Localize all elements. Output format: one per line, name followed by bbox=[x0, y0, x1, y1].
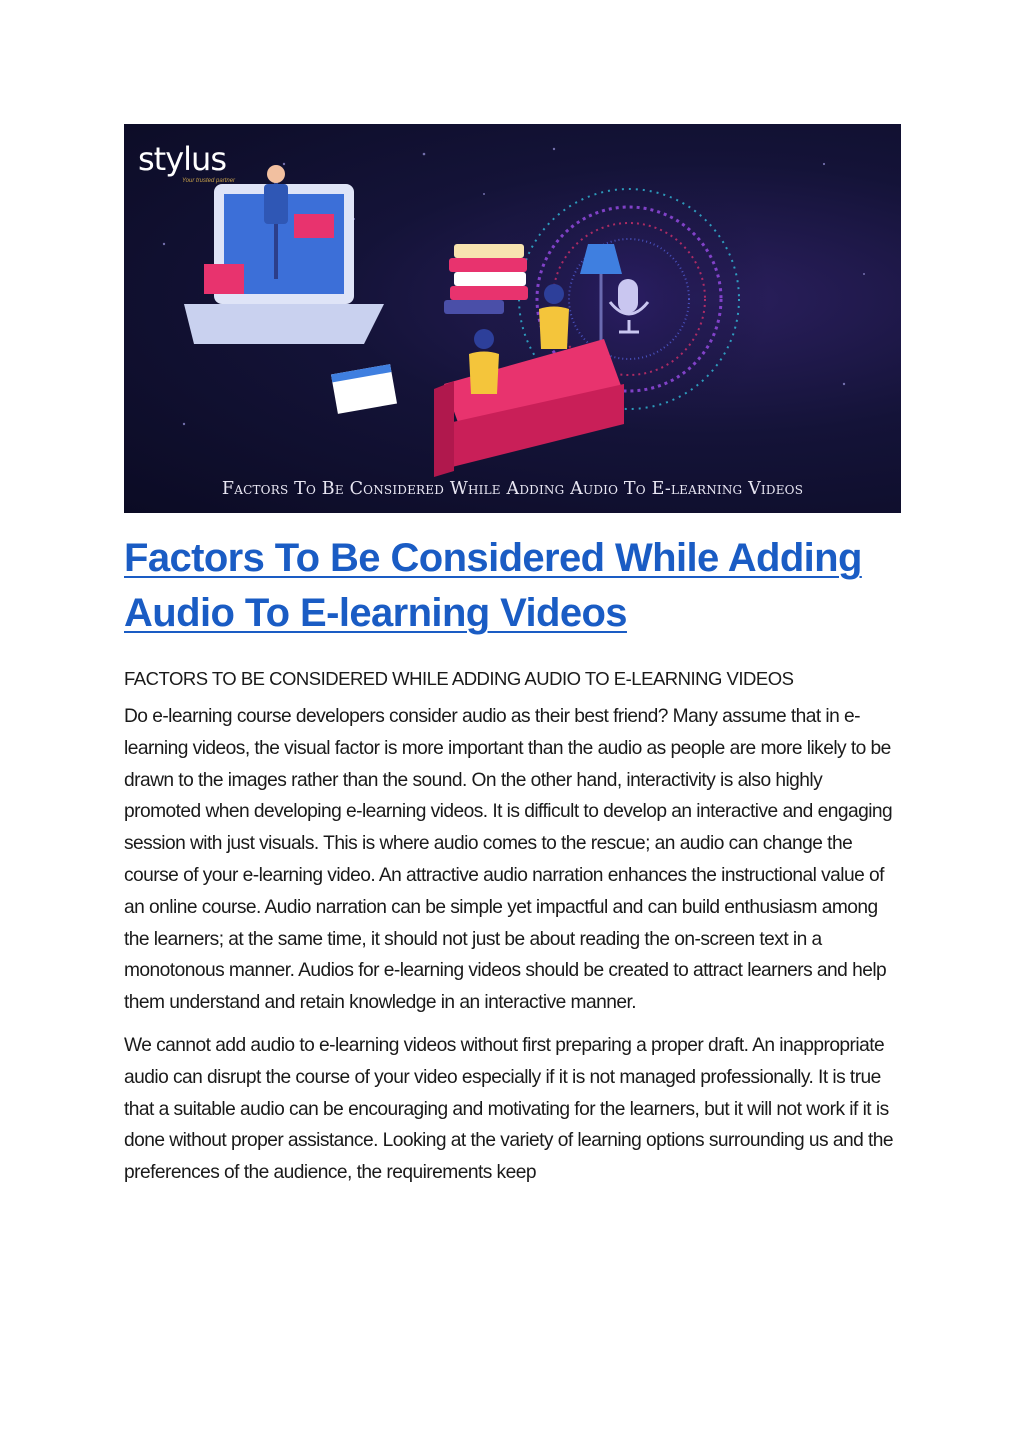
body-paragraph-1: Do e-learning course developers consider audio as their best friend? Many assume that in e-learning videos, the visual factor is more important than the audio as people are more likely to be drawn to the images rather than the sound. On the other hand, interactivity is also highly promoted when developing e-learning videos. It is difficult to develop an interactive and engaging session with just visuals. This is where audio comes to the rescue; an audio can change the course of your e-learning video. An attractive audio narration enhances the instructional value of an online course. Audio narration can be simple yet impactful and can build enthusiasm among the learners; at the same time, it should not just be about reading the on-screen text in a monotonous manner. Audios for e-learning videos should be created to attract learners and help them understand and retain knowledge in an interactive manner. bbox=[124, 706, 893, 1014]
article-subheading: FACTORS TO BE CONSIDERED WHILE ADDING AUDIO TO E-LEARNING VIDEOS bbox=[124, 668, 794, 689]
stylus-logo: stylus bbox=[138, 140, 226, 178]
hero-banner-image bbox=[124, 124, 901, 513]
laptop-illustration bbox=[184, 165, 384, 344]
document-page bbox=[124, 124, 901, 1189]
banner-illustration bbox=[124, 124, 901, 513]
calendar-illustration bbox=[331, 364, 397, 414]
logo-tagline: Your trusted partner bbox=[182, 178, 236, 184]
article-title-link[interactable]: Factors To Be Considered While Adding Audio To E-learning Videos bbox=[124, 536, 862, 635]
body-paragraph-2: We cannot add audio to e-learning videos without first preparing a proper draft. An inappropriate audio can disrupt the course of your video especially if it is not managed professionally. It is true that a suitable audio can be encouraging and motivating for the learners, but it will not work if it is done without proper assistance. Looking at the variety of learning options surrounding us and the preferences of the audience, the requirements keep bbox=[124, 1034, 894, 1184]
banner-caption: Factors To Be Considered While Adding Audio To E-learning Videos bbox=[221, 479, 804, 499]
